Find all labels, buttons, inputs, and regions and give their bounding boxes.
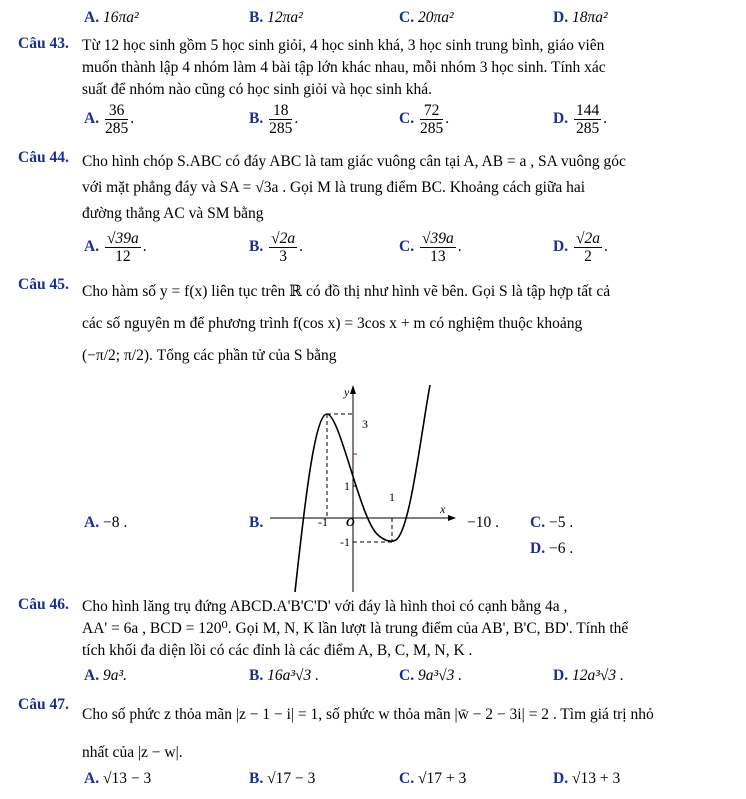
fraction-numerator: 144 [575, 102, 600, 119]
option-label: D. [553, 9, 569, 26]
fraction-denominator: 13 [430, 248, 446, 265]
fraction-denominator: 285 [104, 120, 129, 137]
question-text: các số nguyên m để phương trình f(cos x) = 3cos x + m có nghiệm thuộc khoảng [82, 315, 583, 332]
question-number: Câu 43. [18, 35, 69, 52]
q44-option-b: B. $\frac{√2a}{3}$ . [249, 230, 303, 265]
fraction-denominator: 3 [279, 248, 287, 265]
fraction-numerator: √2a [575, 230, 600, 247]
fraction-denominator: 285 [575, 120, 600, 137]
question-number: Câu 47. [18, 696, 69, 713]
question-text: . Tổng các phần tử của S bằng [149, 347, 337, 364]
question-number: Câu 44. [18, 149, 69, 166]
option-value: 9a³√3 . [417, 667, 463, 684]
question-text: với mặt phẳng đáy và SA = √3a . Gọi M là trung điểm BC. Khoảng cách giữa hai [82, 179, 586, 196]
q45-option-c [530, 514, 573, 532]
option-label: B. [249, 770, 264, 787]
option-label: A. [84, 667, 100, 684]
q46-option-d [553, 667, 624, 685]
option-label: A. [84, 238, 100, 256]
option-label: A. [84, 110, 100, 128]
option-label: B. [249, 667, 264, 684]
option-label: A. [84, 770, 100, 787]
q47-option-a [84, 770, 151, 788]
q45-stem [82, 276, 707, 372]
option-label: B. [249, 9, 264, 26]
option-label: D. [530, 540, 546, 557]
option-label: C. [399, 667, 415, 684]
q42-option-d [553, 9, 608, 27]
q43-option-c: C. $\frac{72}{285}$ . [399, 102, 450, 137]
tick-label: -1 [318, 515, 328, 529]
option-label: B. [249, 110, 264, 128]
option-value: −5 . [548, 514, 574, 531]
q45-option-d [530, 540, 573, 558]
fraction-numerator: √2a [271, 230, 296, 247]
q46-option-c [399, 667, 462, 685]
fraction-denominator: 285 [419, 120, 444, 137]
option-label: B. [249, 238, 264, 256]
option-label: C. [399, 110, 415, 128]
q42-option-b [249, 9, 303, 27]
q47-stem [82, 696, 707, 772]
option-label: D. [553, 238, 569, 256]
q46-option-a [84, 667, 127, 685]
question-text: muốn thành lập 4 nhóm làm 4 bài tập lớn khác nhau, mỗi nhóm 3 học sinh. Tính xác [82, 59, 606, 76]
question-text: tích khối đa diện lồi có các đỉnh là các điểm A, B, C, M, N, K . [82, 642, 473, 659]
question-text: Cho hàm số y = f(x) liên tục trên ℝ có đồ thị như hình vẽ bên. Gọi S là tập hợp tất cả [82, 283, 611, 300]
y-axis-label: y [344, 385, 350, 399]
question-text: Từ 12 học sinh gồm 5 học sinh giỏi, 4 học sinh khá, 3 học sinh trung bình, giáo viên [82, 37, 605, 54]
tick-label: -1 [340, 535, 350, 549]
q43-option-d: D. $\frac{144}{285}$ . [553, 102, 608, 137]
q47-option-c [399, 770, 466, 788]
fraction-denominator: 2 [584, 248, 592, 265]
fraction-numerator: √39a [421, 230, 454, 247]
fraction-denominator: 285 [269, 120, 293, 137]
option-value: −6 . [548, 540, 574, 557]
function-graph [270, 380, 460, 595]
q43-stem [82, 35, 707, 101]
question-text: AA' = 6a , BCD = 120⁰. Gọi M, N, K lần lượt là trung điểm của AB', B'C, BD'. Tính thể [82, 620, 629, 637]
option-value: 16πa² [102, 9, 139, 26]
option-label: C. [399, 238, 415, 256]
q44-option-c: C. $\frac{√39a}{13}$ . [399, 230, 462, 265]
option-value: √13 − 3 [102, 770, 152, 787]
question-text-line3 [82, 340, 707, 372]
option-value: 12a³√3 . [571, 667, 624, 684]
q46-stem [82, 596, 707, 662]
q45-option-b-value: −10 . [467, 514, 499, 531]
q43-option-a: A. $\frac{36}{285}$ . [84, 102, 135, 137]
q45-option-a [84, 514, 127, 532]
q43-option-b: B. $\frac{18}{285}$ . [249, 102, 299, 137]
option-value: 16a³√3 . [267, 667, 319, 684]
q47-option-d [553, 770, 620, 788]
y-axis-arrow-icon [350, 385, 356, 394]
option-value: −8 . [102, 514, 128, 531]
option-value: 20πa² [417, 9, 454, 26]
option-label: C. [399, 9, 415, 26]
tick-label: 1 [344, 479, 350, 493]
fraction-numerator: 18 [269, 102, 292, 120]
option-label: C. [399, 770, 415, 787]
option-value: 18πa² [571, 9, 608, 26]
q42-option-c [399, 9, 454, 27]
question-number: Câu 46. [18, 596, 69, 613]
option-label: A. [84, 514, 100, 531]
option-label: D. [553, 770, 569, 787]
question-text: Cho hình lăng trụ đứng ABCD.A'B'C'D' với đáy là hình thoi có cạnh bằng 4a , [82, 598, 568, 615]
option-label: C. [530, 514, 546, 531]
question-text: Cho hình chóp S.ABC có đáy ABC là tam giác vuông cân tại A, AB = a , SA vuông góc [82, 153, 626, 170]
tick-label: 3 [362, 417, 368, 431]
option-value: 9a³. [102, 667, 127, 684]
q44-option-a: A. $\frac{√39a}{12}$ . [84, 230, 147, 265]
option-label: A. [84, 9, 100, 26]
x-axis-arrow-icon [448, 515, 456, 521]
option-value: √17 + 3 [417, 770, 467, 787]
question-text: nhất của |z − w|. [82, 744, 183, 761]
fraction-numerator: √39a [106, 230, 139, 247]
option-label: D. [553, 667, 569, 684]
fraction-numerator: 72 [420, 102, 443, 120]
q44-stem [82, 149, 707, 227]
option-value: 12πa² [267, 9, 303, 26]
q44-option-d: D. $\frac{√2a}{2}$ . [553, 230, 608, 265]
q45-option-b-label [249, 514, 263, 532]
q42-option-a [84, 9, 139, 27]
option-value: √17 − 3 [267, 770, 316, 787]
question-text: Cho số phức z thỏa mãn |z − 1 − i| = 1, số phức w thỏa mãn |w̄ − 2 − 3i| = 2 . Tìm giá trị nhỏ [82, 706, 654, 723]
question-text: suất để nhóm nào cũng có học sinh giỏi và học sinh khá. [82, 81, 432, 98]
question-text: đường thẳng AC và SM bằng [82, 205, 264, 222]
fraction-numerator: 36 [105, 102, 128, 120]
tick-label: 1 [389, 490, 395, 504]
option-label: B. [249, 514, 264, 531]
option-label: D. [553, 110, 569, 128]
origin-label: O [346, 515, 355, 529]
interval: (−π/2; π/2) [82, 347, 150, 364]
q47-option-b [249, 770, 315, 788]
question-number: Câu 45. [18, 276, 69, 293]
x-axis-label: x [440, 502, 446, 516]
fraction-denominator: 12 [115, 248, 131, 265]
option-value: √13 + 3 [571, 770, 621, 787]
q46-option-b [249, 667, 319, 685]
